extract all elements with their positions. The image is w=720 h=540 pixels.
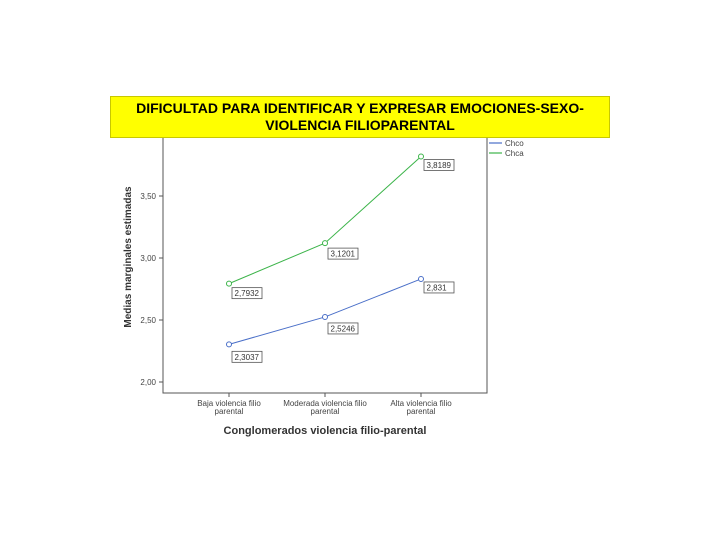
x-tick-label: Baja violencia filio	[197, 399, 261, 408]
data-point	[323, 241, 328, 246]
x-axis-title: Conglomerados violencia filio-parental	[223, 425, 427, 437]
legend-label: Chca	[505, 149, 524, 158]
data-point	[323, 314, 328, 319]
y-tick-label: 3,00	[140, 254, 156, 263]
y-axis-title: Medias marginales estimadas	[123, 186, 134, 328]
x-tick-label: Moderada violencia filio	[283, 399, 367, 408]
chart-title	[110, 96, 610, 138]
data-point	[227, 281, 232, 286]
x-tick-label: parental	[310, 407, 340, 416]
y-tick-label: 2,00	[140, 378, 156, 387]
x-tick-label: parental	[214, 407, 244, 416]
data-point	[419, 276, 424, 281]
data-point	[227, 342, 232, 347]
x-tick-label: parental	[406, 407, 436, 416]
chart-title-line-1: DIFICULTAD PARA IDENTIFICAR Y EXPRESAR EMOCIONES-SEXO-	[136, 100, 584, 116]
data-label: 3,8189	[426, 160, 451, 170]
data-label: 3,1201	[330, 249, 355, 259]
data-label: 2,7932	[234, 289, 259, 299]
data-point	[419, 154, 424, 159]
x-tick-label: Alta violencia filio	[390, 399, 452, 408]
chart-title-line-2: VIOLENCIA FILIOPARENTAL	[265, 117, 455, 133]
y-tick-label: 2,50	[140, 316, 156, 325]
legend-label: Chco	[505, 139, 524, 148]
data-label: 2,3037	[234, 352, 259, 362]
y-tick-label: 3,50	[140, 192, 156, 201]
data-label: 2,831	[426, 283, 447, 293]
data-label: 2,5246	[330, 324, 355, 334]
